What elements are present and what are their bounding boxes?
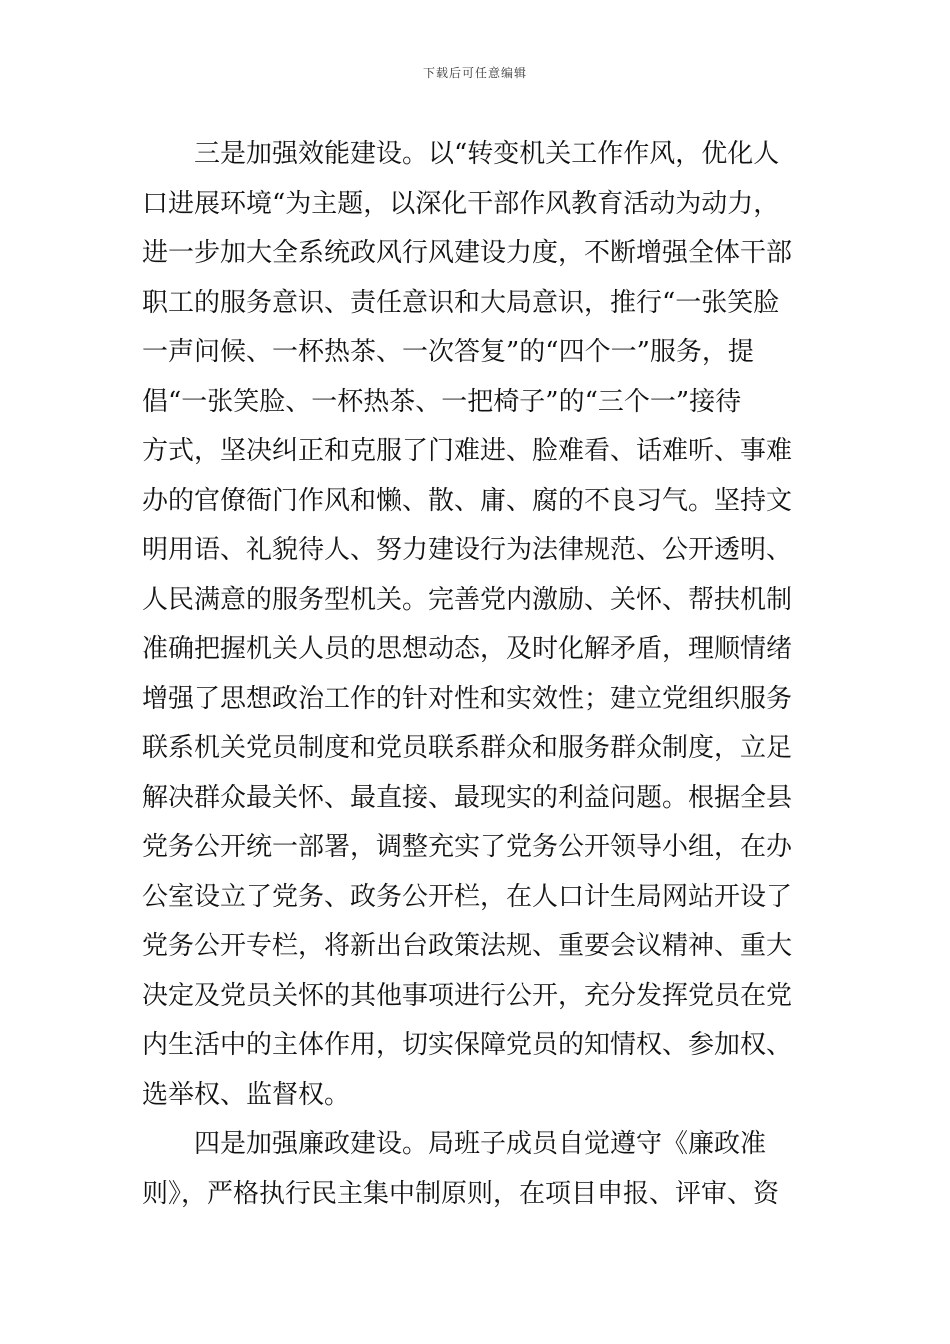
text-line: 增强了思想政治工作的针对性和实效性；建立党组织服务	[142, 683, 793, 714]
paragraph-integrity	[142, 1120, 812, 1219]
paragraph-efficiency	[142, 130, 812, 1120]
text-line: 进一步加大全系统政风行风建设力度，不断增强全体干部	[142, 238, 793, 268]
text-line: 公室设立了党务、政务公开栏，在人口计生局网站开设了	[142, 881, 793, 912]
text-line: 职工的服务意识、责任意识和大局意识，推行“一张笑脸	[142, 287, 780, 318]
text-line: 党务公开专栏，将新出台政策法规、重要会议精神、重大	[142, 931, 793, 961]
text-line: 联系机关党员制度和党员联系群众和服务群众制度，立足	[142, 733, 793, 763]
text-line: 明用语、礼貌待人、努力建设行为法律规范、公开透明、	[142, 535, 793, 565]
text-line: 选举权、监督权。	[142, 1079, 351, 1110]
text-line: 解决群众最关怀、最直接、最现实的利益问题。根据全县	[142, 782, 793, 813]
text-line: 内生活中的主体作用，切实保障党员的知情权、参加权、	[142, 1030, 793, 1060]
text-line: 一声问候、一杯热茶、一次答复”的“四个一”服务，提	[142, 337, 754, 367]
text-line: 口进展环境“为主题，以深化干部作风教育活动为动力，	[142, 188, 780, 219]
text-line: 方式，坚决纠正和克服了门难进、脸难看、话难听、事难	[142, 436, 793, 466]
text-line: 准确把握机关人员的思想动态，及时化解矛盾，理顺情绪	[142, 634, 793, 664]
text-line: 决定及党员关怀的其他事项进行公开，充分发挥党员在党	[142, 980, 793, 1011]
text-line: 办的官僚衙门作风和懒、散、庸、腐的不良习气。坚持文	[142, 485, 793, 516]
text-line: 倡“一张笑脸、一杯热茶、一把椅子”的“三个一”接待	[142, 386, 742, 417]
text-line: 四是加强廉政建设。局班子成员自觉遵守《廉政准	[194, 1129, 767, 1159]
text-line: 党务公开统一部署，调整充实了党务公开领导小组，在办	[142, 832, 793, 862]
text-line: 人民满意的服务型机关。完善党内激励、关怀、帮扶机制	[142, 584, 793, 615]
text-line: 则》，严格执行民主集中制原则，在项目申报、评审、资	[142, 1178, 780, 1209]
document-body	[142, 130, 812, 1219]
page-header: 下载后可任意编辑	[422, 66, 527, 80]
text-line: 三是加强效能建设。以“转变机关工作作风，优化人	[194, 139, 780, 169]
